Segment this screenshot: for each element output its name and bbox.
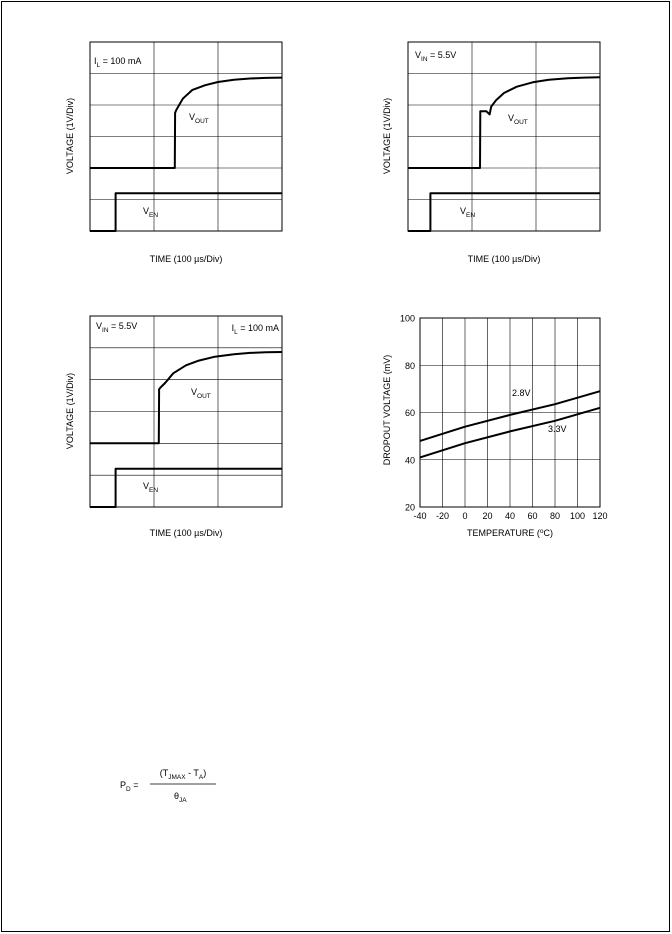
series-line-vout xyxy=(90,352,282,443)
series-label-2-8v: 2.8V xyxy=(512,388,531,398)
y-axis-label: DROPOUT VOLTAGE (mV) xyxy=(382,354,392,466)
formula-denominator: $\theta_{JA}$ xyxy=(174,791,187,804)
condition-annotation: $I_L = 100$ mA xyxy=(94,56,142,69)
x-tick-label: 40 xyxy=(504,511,516,521)
series-line-ven xyxy=(90,193,282,231)
condition-annotation: $I_L = 100$ mA xyxy=(231,323,279,336)
series-label-3-3v: 3.3V xyxy=(548,424,567,434)
dropout-voltage-chart xyxy=(420,318,600,507)
y-axis-label: VOLTAGE (1V/Div) xyxy=(65,97,75,175)
x-tick-label: 60 xyxy=(527,511,538,521)
y-tick-label: 20 xyxy=(404,502,415,513)
y-tick-label: 100 xyxy=(399,313,415,324)
series-label-ven: $V_{EN}$ xyxy=(143,481,159,494)
y-tick-label: 60 xyxy=(404,408,415,418)
x-tick-label: 80 xyxy=(549,511,561,521)
series-label-ven: $V_{EN}$ xyxy=(143,206,159,219)
series-line-vout xyxy=(90,78,282,168)
x-tick-label: 120 xyxy=(592,511,608,521)
series-line-vout xyxy=(408,77,600,168)
x-tick-label: 0 xyxy=(462,511,468,521)
formula-numerator: $(T_{JMAX} - T_A)$ xyxy=(159,768,207,781)
condition-annotation: $V_{IN} = 5.5V$ xyxy=(415,50,457,63)
x-tick-label: -40 xyxy=(413,511,427,521)
x-axis-label: TIME (100 µs/Div) xyxy=(149,254,223,264)
x-axis-label: TIME (100 µs/Div) xyxy=(149,528,223,538)
scope-chart-3 xyxy=(90,316,282,507)
series-label-vout: $V_{OUT}$ xyxy=(508,113,528,126)
condition-annotation: $V_{IN} = 5.5V$ xyxy=(96,321,138,334)
scope-chart-2 xyxy=(408,42,600,231)
scope-chart-1 xyxy=(90,42,282,231)
y-axis-label: VOLTAGE (1V/Div) xyxy=(65,372,75,450)
series-label-vout: $V_{OUT}$ xyxy=(191,387,211,400)
y-tick-label: 80 xyxy=(404,360,415,371)
series-label-vout: $V_{OUT}$ xyxy=(189,112,209,125)
x-axis-label: TIME (100 µs/Div) xyxy=(467,254,541,264)
x-tick-label: 20 xyxy=(482,511,493,521)
series-label-ven: $V_{EN}$ xyxy=(460,206,476,219)
x-axis-label: TEMPERATURE ($^o$C) xyxy=(467,528,553,538)
series-line-ven xyxy=(90,469,282,507)
formula-lhs: $P_D$ = xyxy=(120,780,139,793)
x-tick-label: -20 xyxy=(435,511,450,521)
x-tick-label: 100 xyxy=(569,511,586,521)
y-axis-label: VOLTAGE (1V/Div) xyxy=(382,97,392,175)
y-tick-label: 40 xyxy=(404,455,415,466)
series-line-ven xyxy=(408,193,600,231)
